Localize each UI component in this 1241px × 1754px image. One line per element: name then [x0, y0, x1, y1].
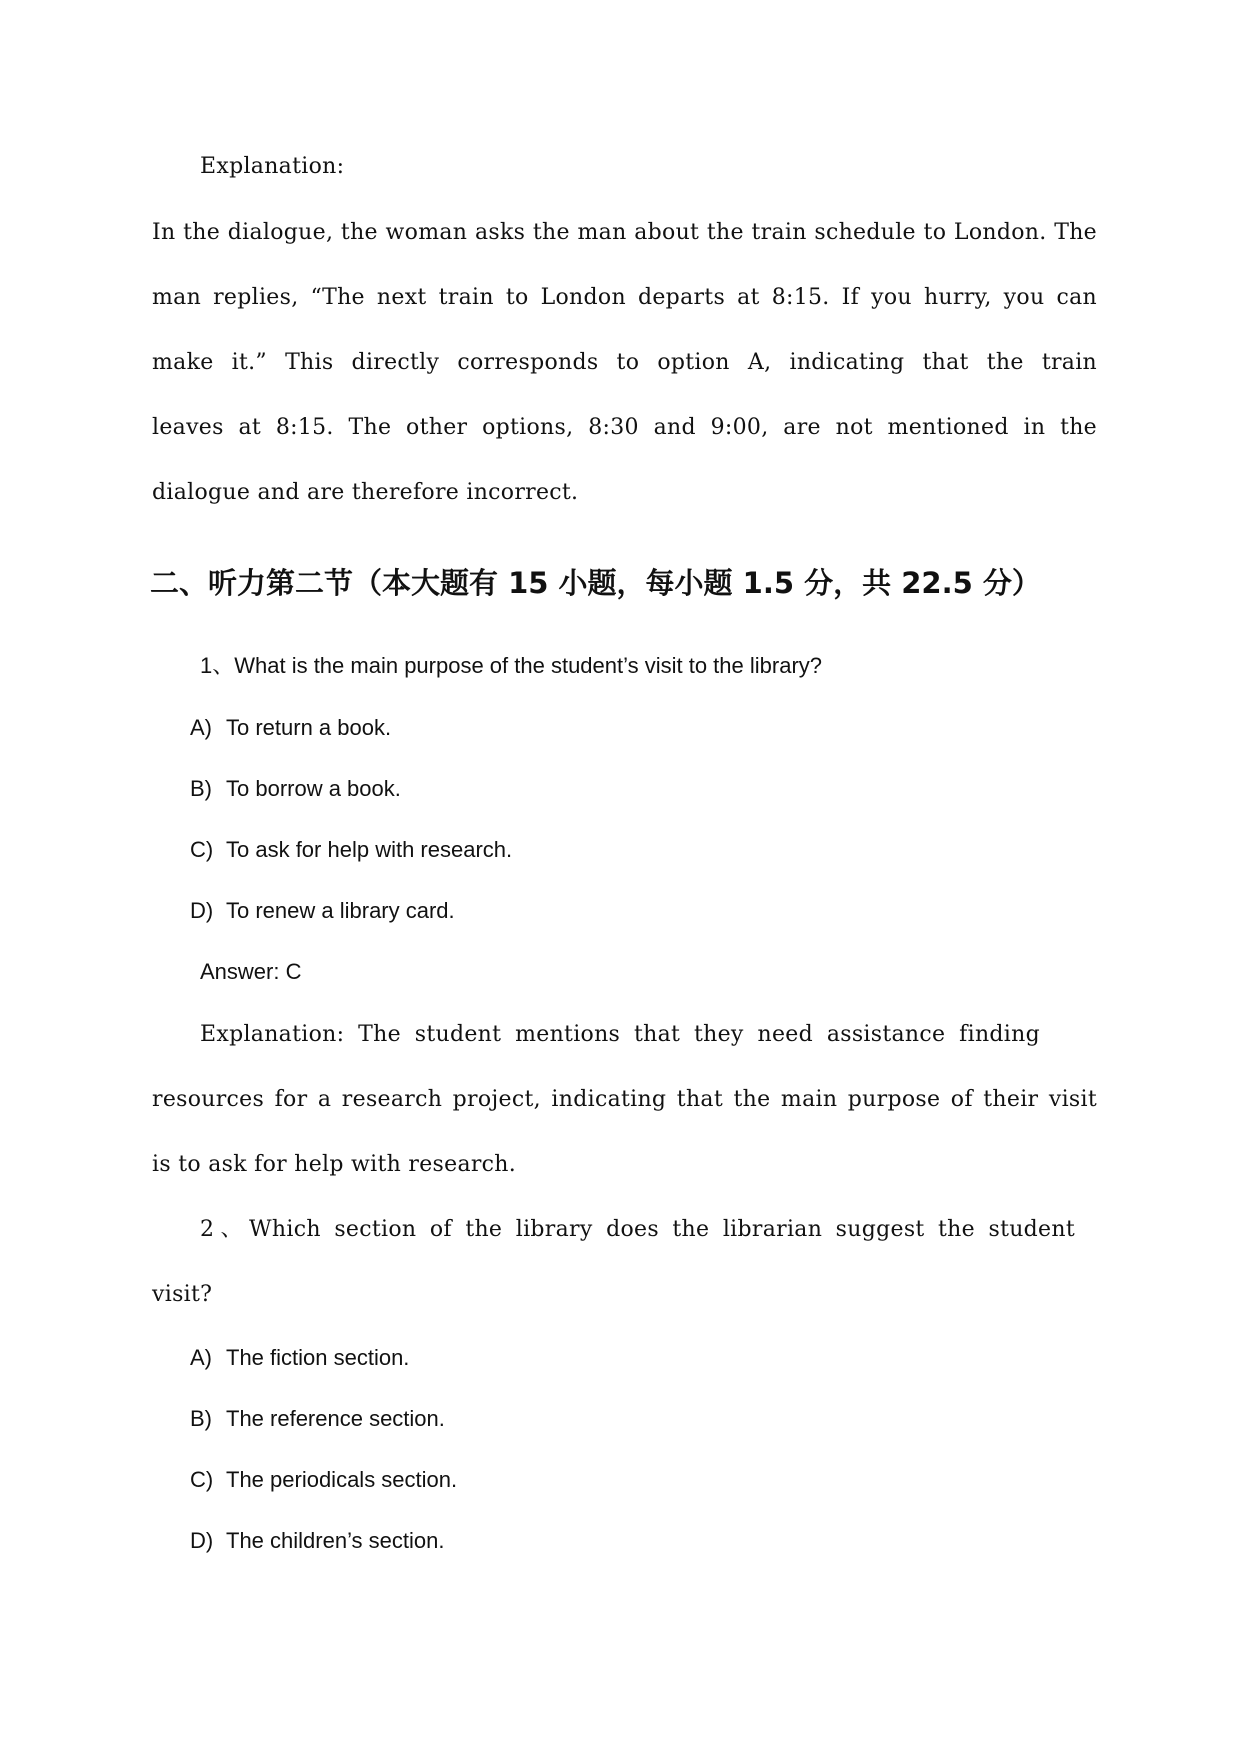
- explanation-line: leaves at 8:15. The other options, 8:30 and 9:00, are not mentioned in the: [152, 415, 1097, 440]
- option-letter: A): [190, 1345, 212, 1370]
- q2-option-d: [190, 1526, 445, 1556]
- option-letter: C): [190, 837, 214, 862]
- option-text: The fiction section.: [226, 1345, 410, 1370]
- question-2-text-continued: visit?: [152, 1282, 213, 1307]
- option-text: The periodicals section.: [226, 1467, 458, 1492]
- explanation-line: make it.” This directly corresponds to option A, indicating that the train: [152, 350, 1097, 375]
- q1-option-a: [190, 713, 391, 743]
- q2-option-a: [190, 1343, 409, 1373]
- option-text: To return a book.: [226, 715, 392, 740]
- option-text: To renew a library card.: [226, 898, 455, 923]
- option-letter: C): [190, 1467, 214, 1492]
- option-letter: A): [190, 715, 212, 740]
- q1-option-b: [190, 774, 401, 804]
- q2-option-c: [190, 1465, 457, 1495]
- option-text: The reference section.: [226, 1406, 445, 1431]
- q1-option-d: [190, 896, 455, 926]
- option-text: To ask for help with research.: [226, 837, 513, 862]
- explanation-label: Explanation:: [200, 154, 345, 179]
- q1-answer: Answer: C: [200, 959, 302, 984]
- option-letter: D): [190, 898, 214, 923]
- option-letter: B): [190, 776, 212, 801]
- explanation-line: dialogue and are therefore incorrect.: [152, 480, 579, 505]
- option-text: To borrow a book.: [226, 776, 401, 801]
- q1-explanation-line: Explanation: The student mentions that they need assistance finding: [200, 1022, 1040, 1047]
- q1-explanation-line: resources for a research project, indicating that the main purpose of their visit: [152, 1087, 1097, 1112]
- option-letter: B): [190, 1406, 212, 1431]
- q1-explanation-line: is to ask for help with research.: [152, 1152, 517, 1177]
- q1-option-c: [190, 835, 512, 865]
- option-text: The children’s section.: [226, 1528, 445, 1553]
- option-letter: D): [190, 1528, 214, 1553]
- explanation-line: man replies, “The next train to London departs at 8:15. If you hurry, you can: [152, 285, 1097, 310]
- q2-option-b: [190, 1404, 445, 1434]
- question-1-text: 1、What is the main purpose of the student’s visit to the library?: [200, 653, 823, 678]
- section-heading: 二、听力第二节（本大题有 15 小题，每小题 1.5 分，共 22.5 分）: [150, 566, 1041, 600]
- explanation-line: In the dialogue, the woman asks the man about the train schedule to London. The: [152, 220, 1097, 245]
- question-2-text: 2、Which section of the library does the librarian suggest the student: [200, 1217, 1075, 1242]
